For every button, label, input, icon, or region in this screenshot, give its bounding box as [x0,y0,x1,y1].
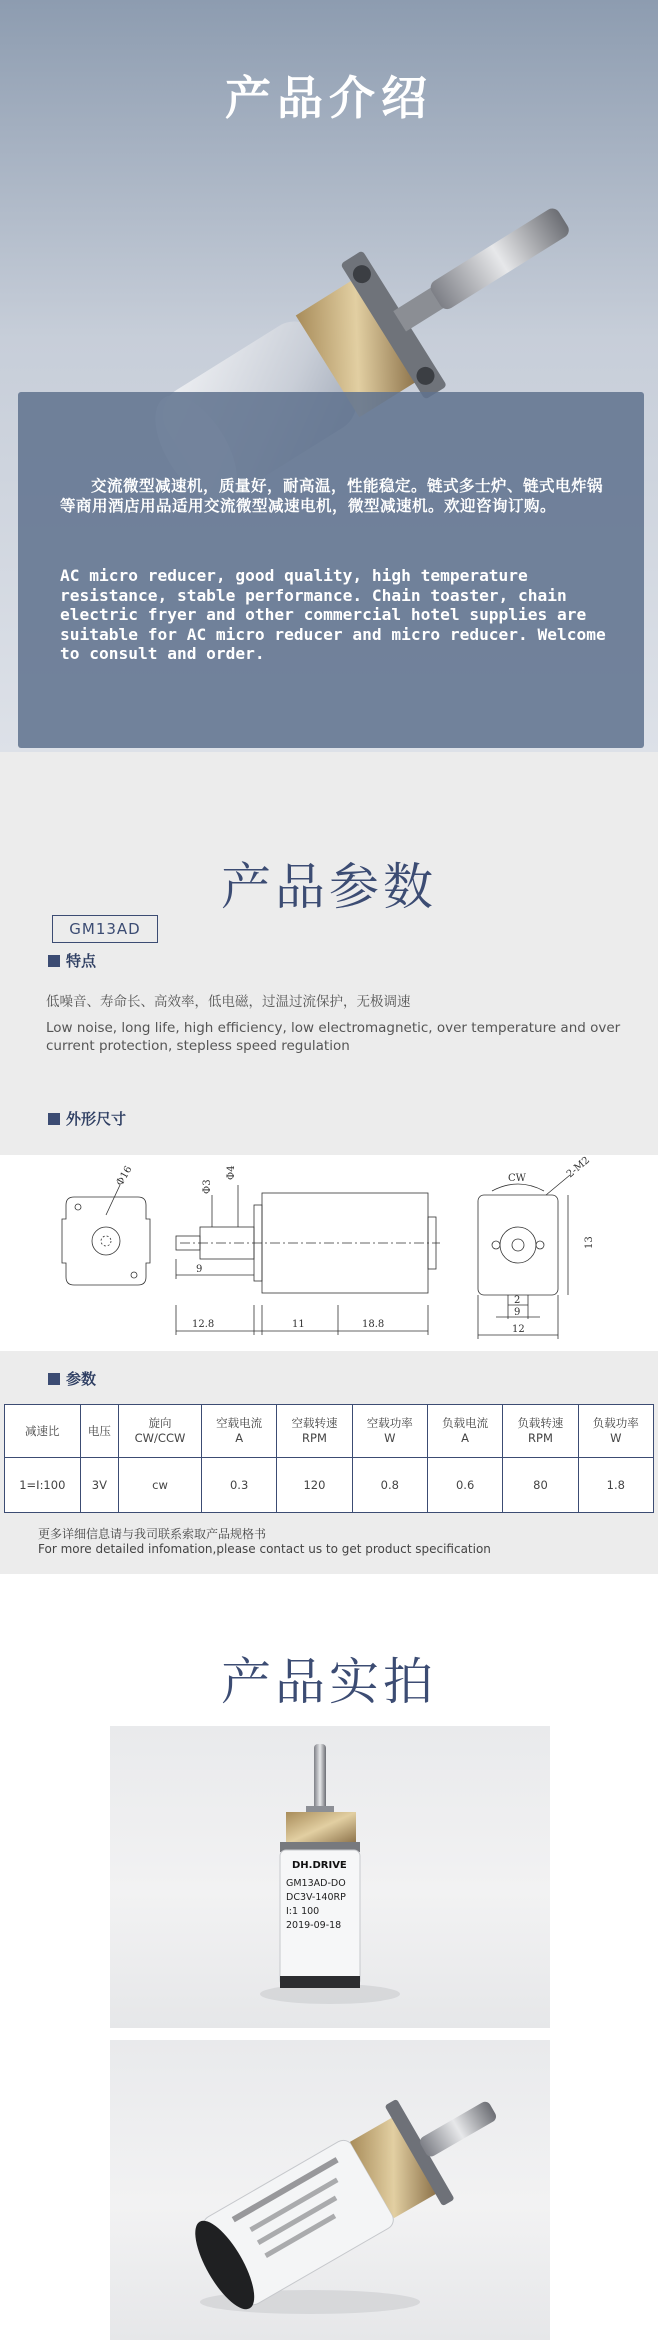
section-title-params: 产品参数 [221,858,437,916]
label-dim13: 13 [584,1236,595,1249]
label-dim12: 12 [512,1324,525,1335]
label-dim9b: 9 [514,1307,521,1318]
section-title-intro: 产品介绍 [225,71,433,125]
intro-description-en: AC micro reducer, good quality, high temperature resistance, stable performance. Chain toaster, chain electric fryer and other commercial hotel supplies are suitable for AC micro reducer and micro reducer. Welcome to consult and order. [60,566,606,663]
product-photos-section [0,1574,658,2340]
side-view-drawing [176,1165,440,1335]
label-d4: Φ4 [226,1165,237,1180]
table-header-cell: 旋向 CW/CCW [119,1405,202,1458]
table-header-cell: 负载电流 A [427,1405,502,1458]
label-dim12-8: 12.8 [192,1319,215,1330]
table-cell: 120 [277,1458,352,1513]
section-title-photos: 产品实拍 [221,1653,437,1711]
square-bullet-icon [48,1113,60,1125]
label-d3: Φ3 [202,1179,213,1194]
end-view-drawing [478,1155,595,1339]
table-row [5,1458,654,1513]
parameters-table [4,1404,654,1513]
product-photo-angle [110,2040,550,2340]
product-parameters-section [0,752,658,1574]
table-header-cell: 负载功率 W [578,1405,653,1458]
table-cell: 1.8 [578,1458,653,1513]
parameters-table-heading-label: 参数 [66,1370,97,1388]
contact-note-cn: 更多详细信息请与我司联系索取产品规格书 [38,1527,267,1541]
dimensions-heading-label: 外形尺寸 [66,1110,127,1128]
features-heading [48,950,96,968]
square-bullet-icon [48,955,60,967]
motor-label-line: 2019-09-18 [286,1920,342,1931]
model-badge: GM13AD [52,915,158,943]
table-cell: 1=I:100 [5,1458,81,1513]
table-cell: 0.8 [352,1458,427,1513]
label-m2: 2-M2 [564,1155,593,1181]
table-cell: 3V [80,1458,118,1513]
label-dim2: 2 [514,1295,521,1306]
label-d16: Φ16 [114,1164,135,1188]
front-view-drawing [62,1164,150,1285]
motor-label-line: GM13AD-DO [286,1878,346,1889]
label-dim11: 11 [292,1319,305,1330]
table-cell: 80 [503,1458,578,1513]
table-header-cell: 空载电流 A [201,1405,276,1458]
square-bullet-icon [48,1373,60,1385]
product-photo-front [110,1726,550,2028]
label-dim9: 9 [196,1264,203,1275]
intro-text-panel [18,392,644,748]
table-cell: cw [119,1458,202,1513]
brand-label: DH.DRIVE [292,1860,347,1871]
dimension-drawing [0,1155,658,1351]
table-header-cell: 电压 [80,1405,118,1458]
parameters-table-heading [48,1368,96,1386]
label-dim18-8: 18.8 [362,1319,385,1330]
dimensions-heading [48,1108,126,1126]
table-header-cell: 减速比 [5,1405,81,1458]
motor-label-line: I:1 100 [286,1906,320,1917]
intro-description-cn: 交流微型减速机，质量好，耐高温，性能稳定。链式多士炉、链式电炸锅等商用酒店用品适用交流微型减速电机，微型减速机。欢迎咨询订购。 [60,477,604,515]
table-cell: 0.6 [427,1458,502,1513]
contact-note-en: For more detailed infomation,please contact us to get product specification [38,1542,491,1556]
motor-label-line: DC3V-140RP [286,1892,346,1903]
features-text-en: Low noise, long life, high efficiency, low electromagnetic, over temperature and over current protection, stepless speed regulation [46,1020,621,1054]
table-header-cell: 空载转速 RPM [277,1405,352,1458]
table-header-cell: 负载转速 RPM [503,1405,578,1458]
table-cell: 0.3 [201,1458,276,1513]
features-heading-label: 特点 [66,952,97,970]
table-header-cell: 空载功率 W [352,1405,427,1458]
features-text-cn: 低噪音、寿命长、高效率，低电磁，过温过流保护，无极调速 [46,994,411,1010]
product-intro-banner [0,0,658,752]
table-header-row [5,1405,654,1458]
label-cw: CW [508,1173,526,1184]
